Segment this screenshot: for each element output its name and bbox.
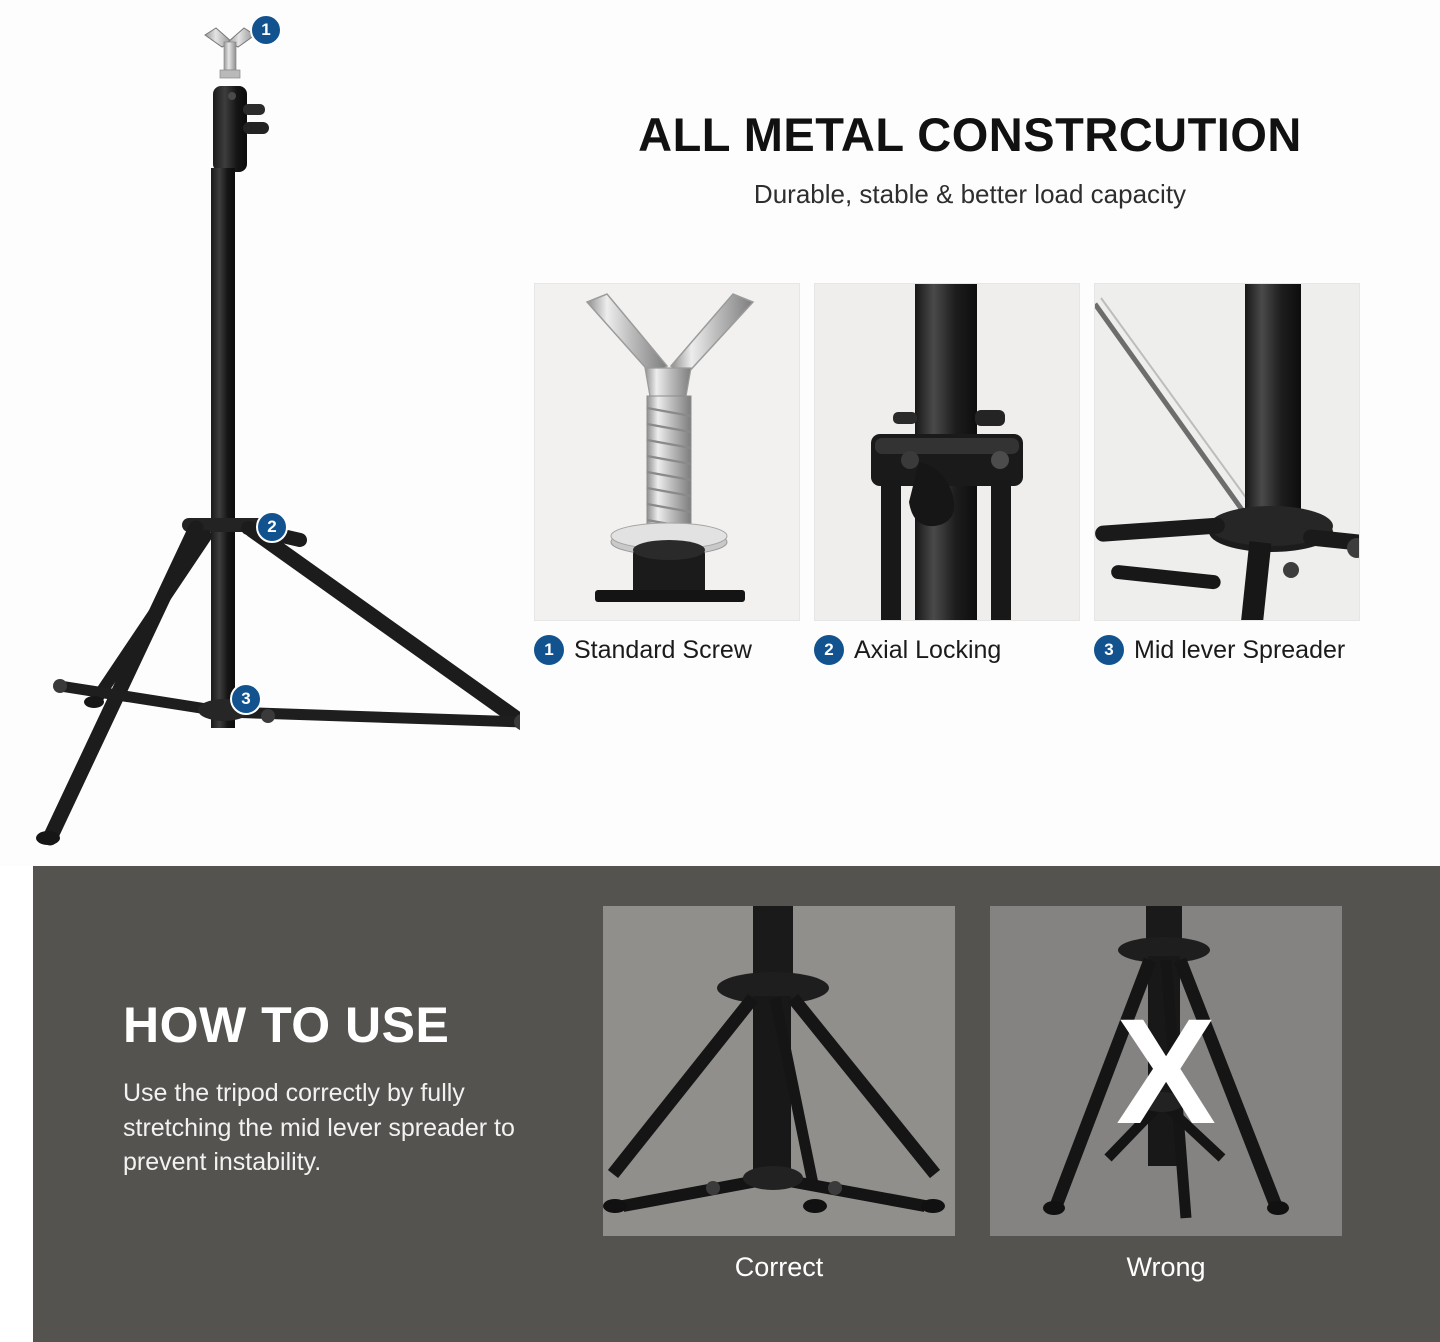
feature-caption-1 xyxy=(534,635,800,665)
how-to-use-section xyxy=(33,866,1440,1342)
feature-standard-screw xyxy=(534,283,800,665)
feature-caption-3 xyxy=(1094,635,1360,665)
usecase-list xyxy=(603,906,1342,1283)
hero-callout-3 xyxy=(230,683,262,715)
feature-caption-2 xyxy=(814,635,1080,665)
hero-tripod-illustration xyxy=(0,0,520,866)
wrong-x-icon: X xyxy=(1115,987,1217,1155)
how-to-use-text-block xyxy=(123,996,573,1180)
feature-mid-lever-spreader xyxy=(1094,283,1360,665)
axial-locking-head xyxy=(213,86,269,172)
page-subtitle: Durable, stable & better load capacity xyxy=(753,179,1187,210)
mid-lever-spreader-drawing xyxy=(1095,284,1360,621)
center-column xyxy=(211,168,235,728)
hero-callout-2-number: 2 xyxy=(267,517,277,536)
feature-label-1: Standard Screw xyxy=(574,635,752,664)
axial-locking-drawing xyxy=(815,284,1080,621)
feature-label-2: Axial Locking xyxy=(854,635,1002,664)
usecase-wrong-label: Wrong xyxy=(1126,1252,1206,1282)
top-wing-screw xyxy=(205,28,255,78)
hero-callout-1 xyxy=(250,14,282,46)
correct-usage-drawing xyxy=(603,906,955,1236)
usecase-wrong xyxy=(990,906,1342,1283)
feature-list xyxy=(534,283,1400,665)
page-title: ALL METAL CONSTRCUTION xyxy=(638,108,1302,161)
how-to-use-body: Use the tripod correctly by fully stretching the mid lever spreader to prevent instability. xyxy=(123,1079,515,1176)
standard-screw-photo xyxy=(534,283,800,621)
wrong-usage-photo xyxy=(990,906,1342,1236)
hero-callout-1-number: 1 xyxy=(261,20,271,39)
feature-axial-locking xyxy=(814,283,1080,665)
feature-label-3: Mid lever Spreader xyxy=(1134,635,1346,664)
mid-lever-spreader-photo xyxy=(1094,283,1360,621)
hero-callout-2 xyxy=(256,511,288,543)
standard-screw-drawing xyxy=(535,284,800,621)
how-to-use-title: HOW TO USE xyxy=(123,997,450,1053)
feature-badge-3: 3 xyxy=(1094,635,1124,665)
hero-callout-3-number: 3 xyxy=(241,689,251,708)
axial-locking-photo xyxy=(814,283,1080,621)
feature-badge-2: 2 xyxy=(814,635,844,665)
headline-block xyxy=(520,110,1420,210)
usecase-correct xyxy=(603,906,955,1283)
feature-badge-1: 1 xyxy=(534,635,564,665)
correct-usage-photo xyxy=(603,906,955,1236)
tripod-drawing xyxy=(0,0,520,866)
usecase-correct-label: Correct xyxy=(734,1252,824,1282)
